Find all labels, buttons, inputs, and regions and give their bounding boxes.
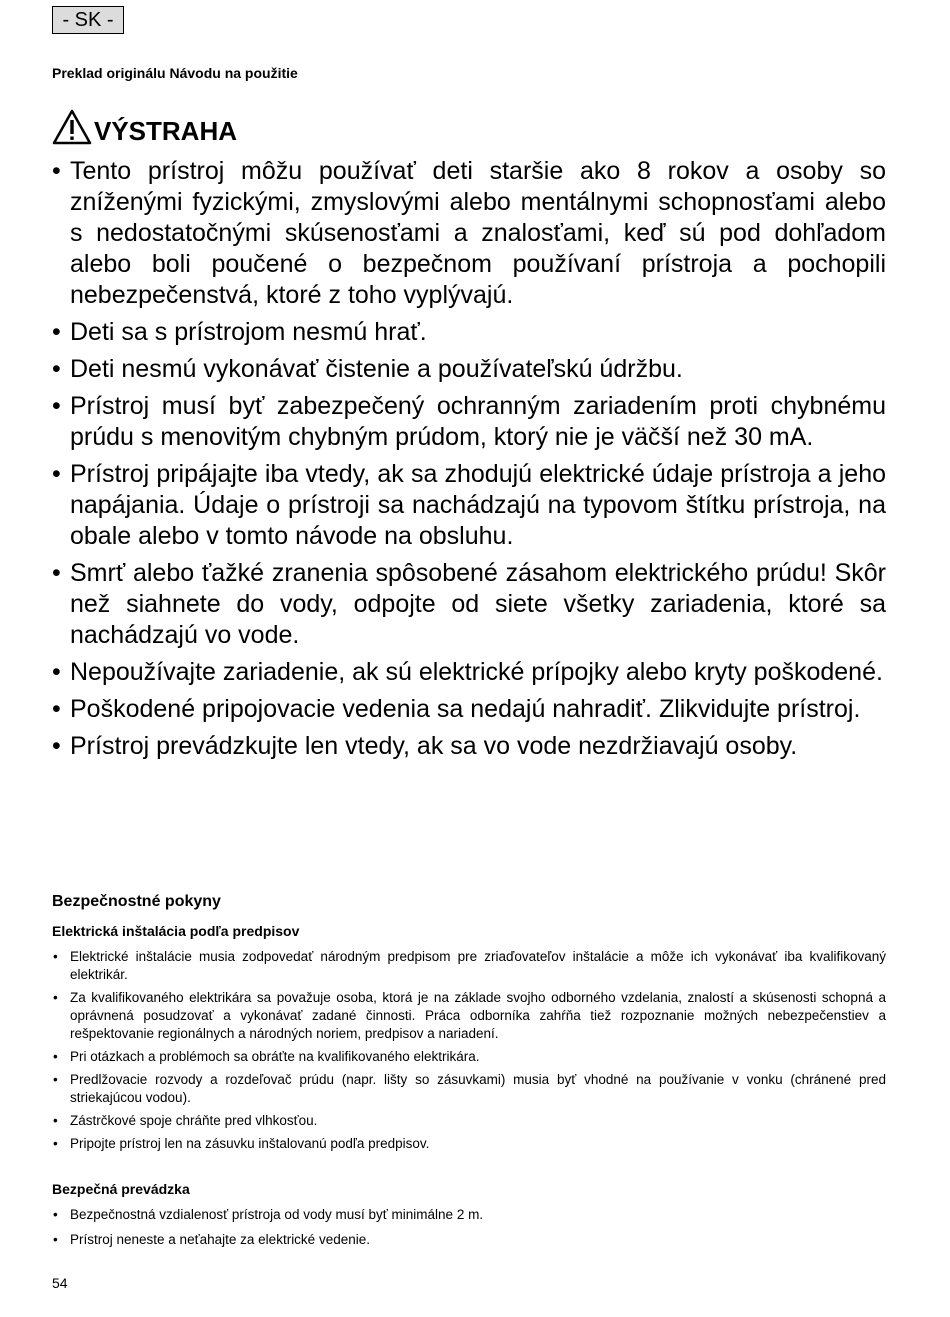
operation-title: Bezpečná prevádzka: [52, 1181, 190, 1197]
language-tag: - SK -: [52, 6, 124, 34]
warning-item: • Deti sa s prístrojom nesmú hrať.: [52, 317, 886, 348]
safety-section: [52, 893, 886, 911]
warning-title: VÝSTRAHA: [94, 116, 238, 146]
electrical-title: Elektrická inštalácia podľa predpisov: [52, 923, 300, 939]
safety-title: Bezpečnostné pokyny: [52, 893, 221, 910]
operation-list: [52, 1206, 886, 1249]
page-number: 54: [52, 1275, 68, 1291]
warning-item: • Prístroj prevádzkujte len vtedy, ak sa vo vode nezdržiavajú osoby.: [52, 731, 886, 762]
list-item: • Prístroj neneste a neťahajte za elektrické vedenie.: [52, 1231, 886, 1249]
operation-section: [52, 1181, 886, 1254]
warning-item: • Prístroj pripájajte iba vtedy, ak sa zhodujú elektrické údaje prístroja a jeho napájania. Údaje o prístroji sa nachádzajú na typovom štítku prístroja, na obale alebo v tomto návode na obsluhu.: [52, 459, 886, 552]
list-item: • Bezpečnostná vzdialenosť prístroja od vody musí byť minimálne 2 m.: [52, 1206, 886, 1224]
warning-item: • Deti nesmú vykonávať čistenie a používateľskú údržbu.: [52, 354, 886, 385]
warning-item: • Tento prístroj môžu používať deti staršie ako 8 rokov a osoby so zníženými fyzickými, zmyslovými alebo mentálnymi schopnosťami alebo s nedostatočnými skúsenosťami a znalosťami, keď sú pod dohľadom alebo boli poučené o bezpečnom používaní prístroja a pochopili nebezpečenstvá, ktoré z toho vyplývajú.: [52, 156, 886, 311]
list-item: • Predlžovacie rozvody a rozdeľovač prúdu (napr. lišty so zásuvkami) musia byť vhodné na používanie v vonku (chránené pred striekajúcou vodou).: [52, 1071, 886, 1107]
warning-item: • Prístroj musí byť zabezpečený ochranným zariadením proti chybnému prúdu s menovitým chybným prúdom, ktorý nie je väčší než 30 mA.: [52, 391, 886, 453]
list-item: • Pripojte prístroj len na zásuvku inštalovanú podľa predpisov.: [52, 1135, 886, 1153]
warning-heading: [52, 102, 237, 146]
document-subtitle: Preklad originálu Návodu na použitie: [52, 65, 298, 81]
list-item: • Za kvalifikovaného elektrikára sa považuje osoba, ktorá je na základe svojho odborného vzdelania, znalostí a skúsenosti schopná a oprávnená posudzovať a vykonávať zadané činnosti. Práca odborníka zahŕňa tiež rozpoznanie možných nebezpečenstiev a rešpektovanie regionálnych a národných noriem, predpisov a nariadení.: [52, 989, 886, 1043]
warning-triangle-icon: [52, 109, 92, 146]
list-item: • Elektrické inštalácie musia zodpovedať národným predpisom pre zriaďovateľov inštalácie a môže ich vykonávať iba kvalifikovaný elektrikár.: [52, 948, 886, 984]
list-item: • Zástrčkové spoje chráňte pred vlhkosťou.: [52, 1112, 886, 1130]
warning-item: • Poškodené pripojovacie vedenia sa nedajú nahradiť. Zlikvidujte prístroj.: [52, 694, 886, 725]
list-item: • Pri otázkach a problémoch sa obráťte na kvalifikovaného elektrikára.: [52, 1048, 886, 1066]
electrical-list: [52, 948, 886, 1153]
warning-item: • Smrť alebo ťažké zranenia spôsobené zásahom elektrického prúdu! Skôr než siahnete do vody, odpojte od siete všetky zariadenia, ktoré sa nachádzajú vo vode.: [52, 558, 886, 651]
warning-list: [52, 156, 886, 768]
electrical-section: [52, 923, 886, 1158]
warning-item: • Nepoužívajte zariadenie, ak sú elektrické prípojky alebo kryty poškodené.: [52, 657, 886, 688]
